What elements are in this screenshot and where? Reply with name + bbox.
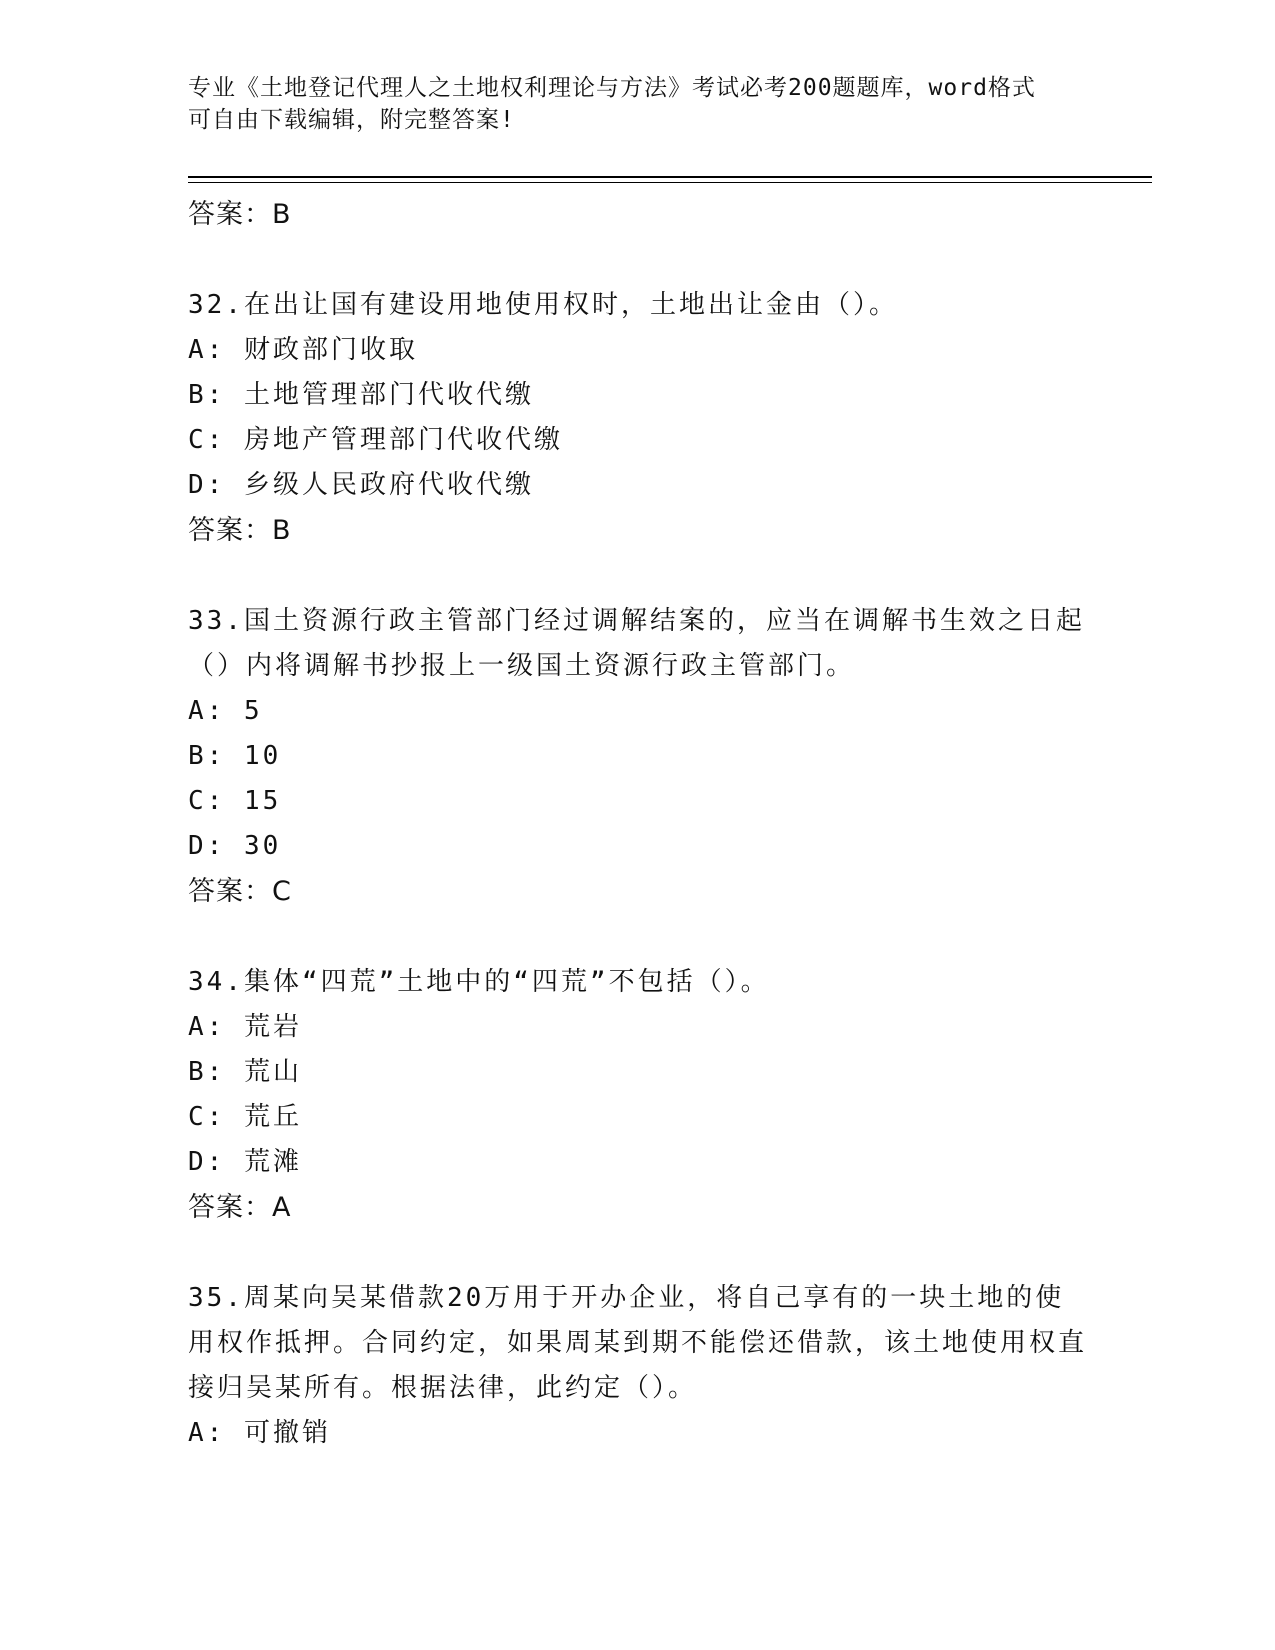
option-a: A: 可撤销 [188, 1418, 331, 1448]
question-text: 32.在出让国有建设用地使用权时，土地出让金由（）。 [188, 290, 898, 320]
option-b: B: 荒山 [188, 1057, 302, 1087]
option-c: C: 荒丘 [188, 1102, 302, 1132]
option-a: A: 5 [188, 696, 263, 726]
option-c: C: 15 [188, 786, 282, 816]
header-line-1: 专业《土地登记代理人之土地权利理论与方法》考试必考200题题库，word格式 [188, 75, 1036, 101]
question-text: 33.国土资源行政主管部门经过调解结案的，应当在调解书生效之日起（）内将调解书抄报上一级国土资源行政主管部门。 [188, 606, 1085, 681]
question-block [188, 1276, 1088, 1456]
question-block [188, 283, 1088, 553]
header-divider-thick [188, 176, 1152, 178]
option-c: C: 房地产管理部门代收代缴 [188, 425, 563, 455]
option-d: D: 乡级人民政府代收代缴 [188, 470, 534, 500]
option-b: B: 土地管理部门代收代缴 [188, 380, 534, 410]
option-d: D: 荒滩 [188, 1147, 302, 1177]
question-list [188, 192, 1088, 1456]
question-block [188, 960, 1088, 1230]
answer-line: 答案：A [188, 1192, 292, 1223]
header-divider-thin [188, 182, 1152, 183]
answer-line: 答案：B [188, 199, 292, 230]
page-header [188, 72, 1068, 136]
option-a: A: 财政部门收取 [188, 335, 418, 365]
answer-line: 答案：C [188, 876, 292, 907]
answer-line: 答案：B [188, 515, 292, 546]
question-text: 35.周某向吴某借款20万用于开办企业，将自己享有的一块土地的使用权作抵押。合同约定，如果周某到期不能偿还借款，该土地使用权直接归吴某所有。根据法律，此约定（）。 [188, 1283, 1088, 1403]
question-block [188, 599, 1088, 914]
option-d: D: 30 [188, 831, 282, 861]
option-a: A: 荒岩 [188, 1012, 302, 1042]
question-text: 34.集体“四荒”土地中的“四荒”不包括（）。 [188, 967, 770, 997]
option-b: B: 10 [188, 741, 282, 771]
header-line-2: 可自由下载编辑，附完整答案! [188, 107, 515, 133]
